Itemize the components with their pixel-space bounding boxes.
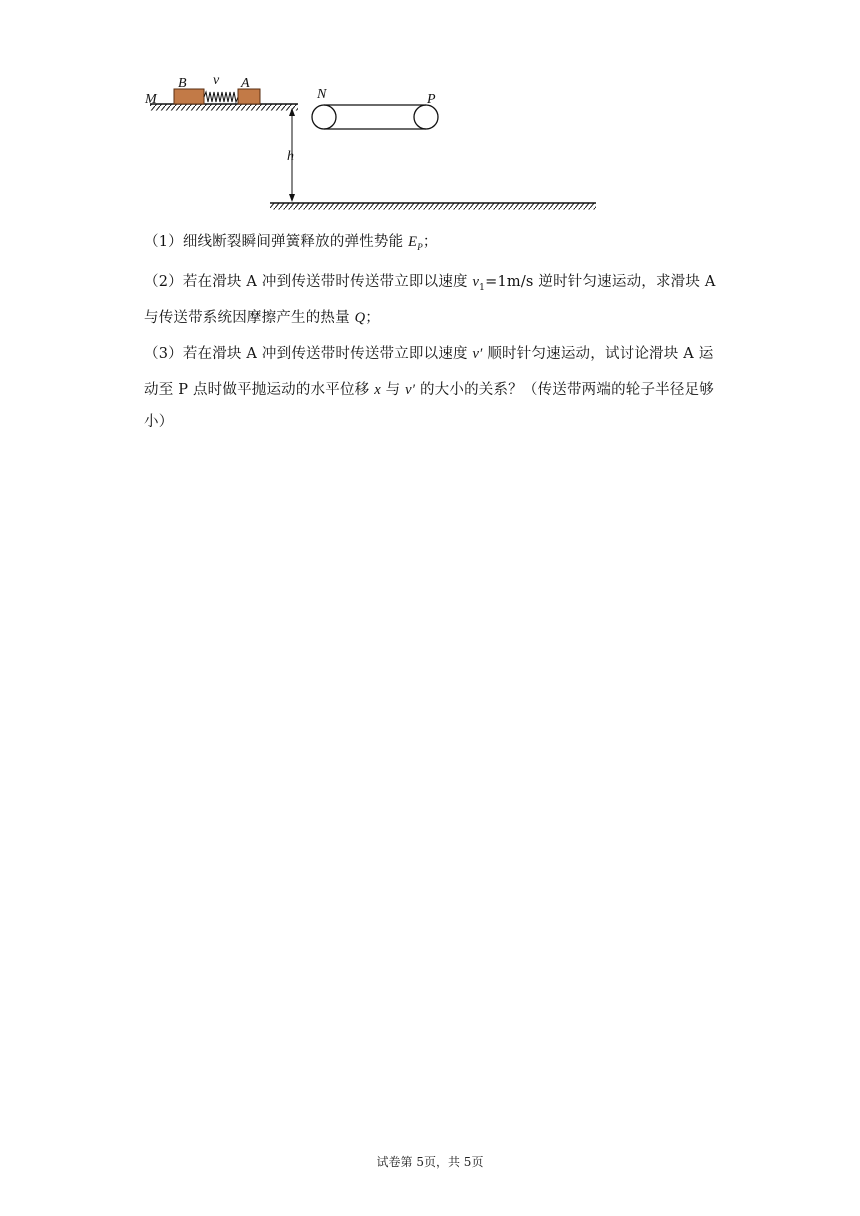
- q3-var-x: x: [374, 382, 381, 398]
- label-h: h: [287, 149, 294, 164]
- q3-text-b: 顺时针匀速运动，试讨论滑块 A 运: [482, 346, 714, 362]
- q3-line2-b: 与: [380, 382, 406, 398]
- q1-var: E: [408, 234, 418, 250]
- q3-var-v: v′: [405, 382, 416, 398]
- question-1: [144, 226, 724, 264]
- q1-var-sub: P: [417, 241, 423, 252]
- block-b: [174, 89, 204, 104]
- q1-number: （1）: [144, 234, 183, 250]
- question-3-line-2: [144, 374, 724, 406]
- question-3: [144, 338, 724, 370]
- label-m: M: [145, 92, 157, 107]
- q3-var: v′: [472, 346, 483, 362]
- q1-text: 细线断裂瞬间弹簧释放的弹性势能: [182, 234, 409, 250]
- question-2-line-2: [144, 302, 724, 334]
- ground-hatch: [270, 204, 596, 210]
- label-n: N: [317, 87, 327, 102]
- q2-line2-var: Q: [354, 310, 366, 326]
- q3-number: （3）: [144, 346, 183, 362]
- label-p: P: [427, 92, 436, 107]
- label-v: v: [213, 73, 220, 88]
- q2-line2-end: ；: [365, 310, 380, 326]
- q3-line2-a: 动至 P 点时做平抛运动的水平位移: [144, 382, 375, 398]
- label-a: A: [241, 76, 250, 91]
- physics-diagram: [140, 70, 610, 220]
- q2-line2-text: 与传送带系统因摩擦产生的热量: [144, 310, 355, 326]
- platform-hatch: [150, 105, 298, 111]
- q2-var: v: [472, 274, 480, 290]
- label-b: B: [178, 76, 187, 91]
- q2-text-b: =1m/s 逆时针匀速运动，求滑块 A: [485, 274, 716, 290]
- height-arrow-down: [289, 194, 295, 202]
- q2-number: （2）: [144, 274, 183, 290]
- pulley-right: [414, 105, 438, 129]
- question-3-line-3: [144, 406, 724, 438]
- page-footer: 试卷第 5页，共 5页: [376, 1155, 484, 1169]
- q2-text-a: 若在滑块 A 冲到传送带时传送带立即以速度: [182, 274, 473, 290]
- diagram-svg: [140, 70, 610, 220]
- q3-text-a: 若在滑块 A 冲到传送带时传送带立即以速度: [182, 346, 473, 362]
- q3-line2-c: 的大小的关系？（传送带两端的轮子半径足够: [415, 382, 714, 398]
- question-2: [144, 266, 724, 304]
- spring: [204, 92, 238, 102]
- q3-line3: 小）: [144, 414, 174, 430]
- pulley-left: [312, 105, 336, 129]
- q1-end: ；: [422, 234, 438, 250]
- q2-var-sub: 1: [479, 282, 486, 293]
- block-a: [238, 89, 260, 104]
